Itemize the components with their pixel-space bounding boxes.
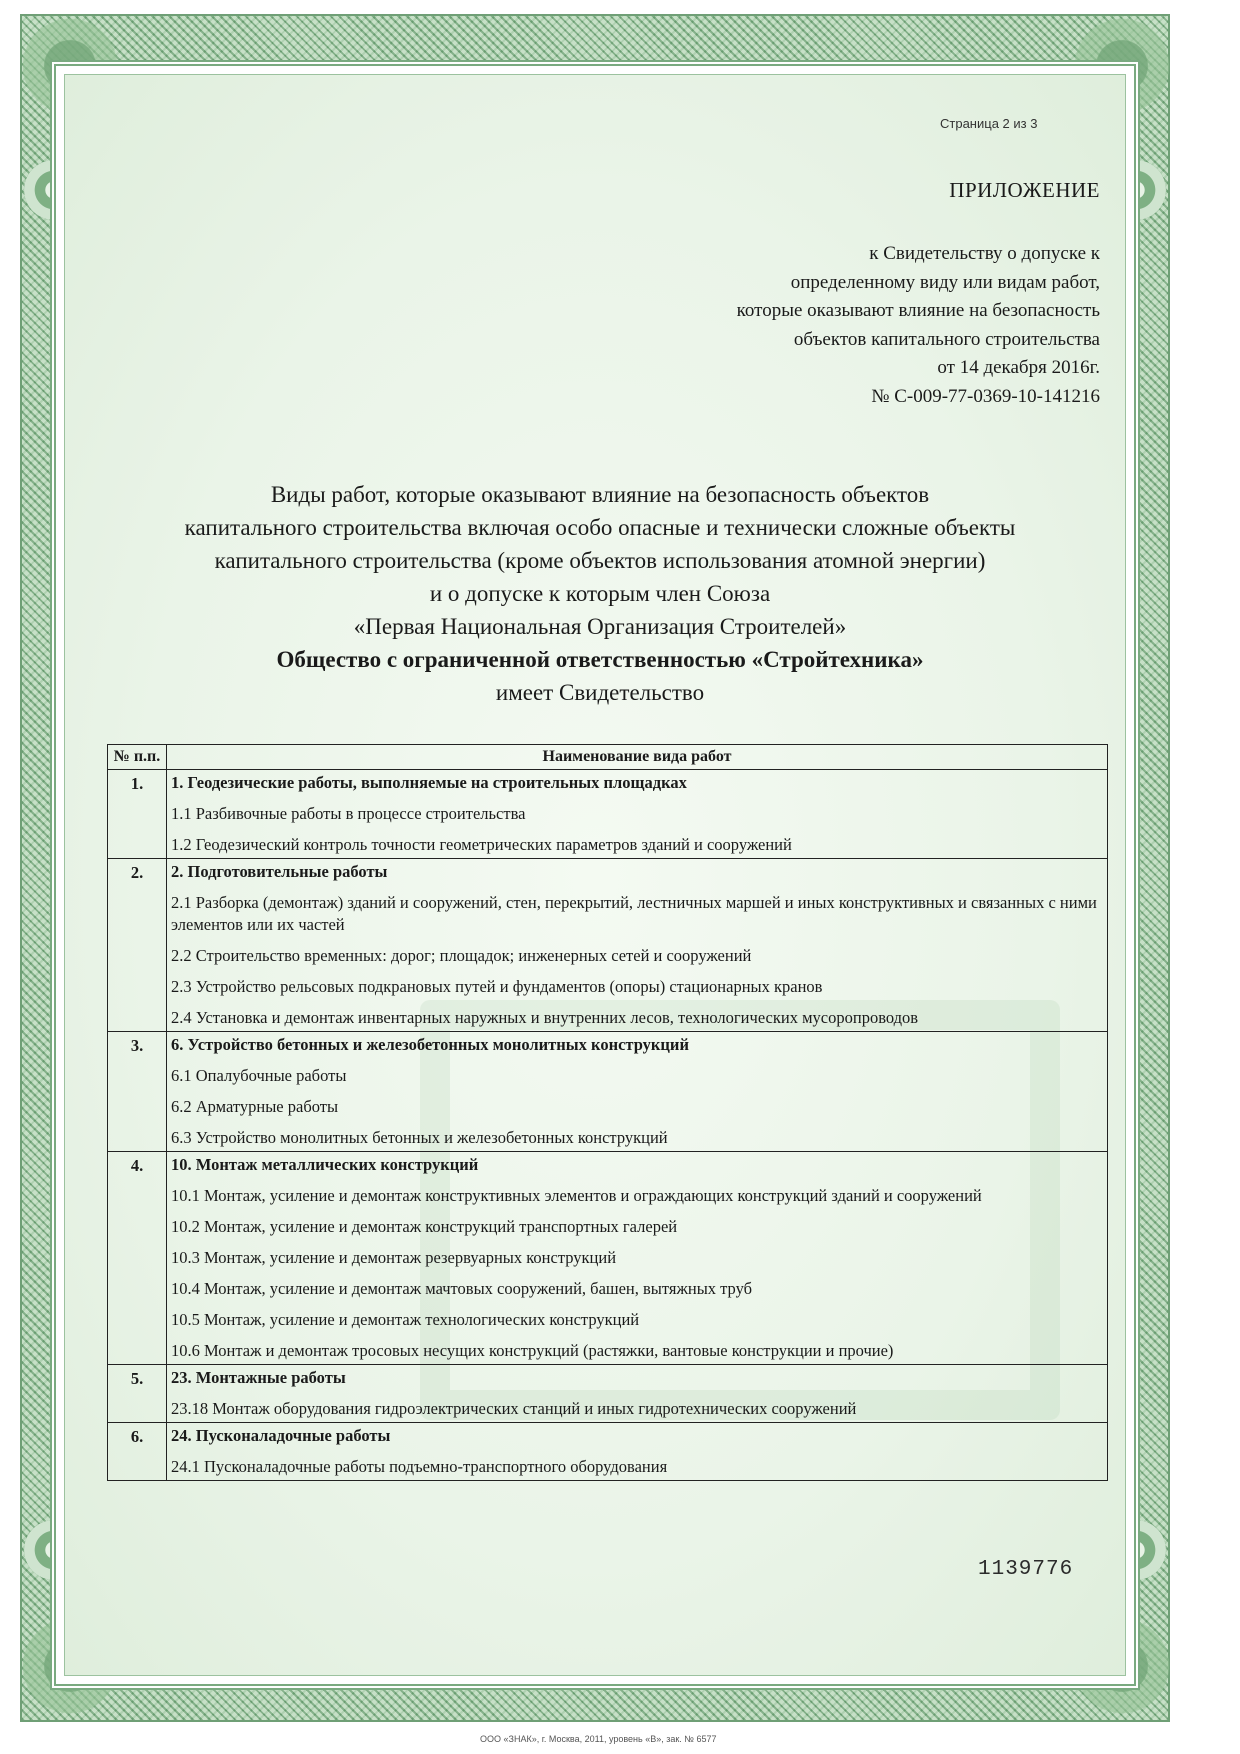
- table-header-row: [108, 745, 1108, 770]
- row-number: 4.: [108, 1152, 167, 1365]
- table-row: [108, 859, 1108, 1032]
- work-item: 24.1 Пусконаладочные работы подъемно-транспортного оборудования: [171, 1457, 668, 1476]
- work-item: 1.2 Геодезический контроль точности геометрических параметров зданий и сооружений: [171, 835, 792, 854]
- work-item: 10.1 Монтаж, усиление и демонтаж конструктивных элементов и ограждающих конструкций зданий и сооружений: [171, 1186, 982, 1205]
- row-number: 6.: [108, 1423, 167, 1481]
- work-types-table: [107, 744, 1108, 1481]
- table-row: [108, 1423, 1108, 1481]
- work-item: 2.3 Устройство рельсовых подкрановых путей и фундаментов (опоры) стационарных кранов: [171, 977, 823, 996]
- table-row: [108, 1365, 1108, 1423]
- heading-line: «Первая Национальная Организация Строителей»: [353, 614, 847, 639]
- work-group-cell: [167, 1032, 1108, 1152]
- work-group-title: 23. Монтажные работы: [171, 1368, 346, 1387]
- work-group-cell: [167, 1365, 1108, 1423]
- appendix-line: к Свидетельству о допуске к: [869, 243, 1100, 264]
- certificate-number: № С-009-77-0369-10-141216: [871, 385, 1100, 407]
- work-group-cell: [167, 859, 1108, 1032]
- work-group-cell: [167, 1152, 1108, 1365]
- work-group-title: 1. Геодезические работы, выполняемые на строительных площадках: [171, 773, 687, 792]
- work-item: 10.2 Монтаж, усиление и демонтаж конструкций транспортных галерей: [171, 1217, 678, 1236]
- table-row: [108, 770, 1108, 859]
- table-row: [108, 1152, 1108, 1365]
- work-item: 2.2 Строительство временных: дорог; площадок; инженерных сетей и сооружений: [171, 946, 752, 965]
- work-group-title: 24. Пусконаладочные работы: [171, 1426, 391, 1445]
- document-heading: [100, 478, 1100, 709]
- work-item: 2.4 Установка и демонтаж инвентарных наружных и внутренних лесов, технологических мусоропроводов: [171, 1008, 919, 1027]
- work-group-cell: [167, 770, 1108, 859]
- row-number: 2.: [108, 859, 167, 1032]
- work-item: 2.1 Разборка (демонтаж) зданий и сооружений, стен, перекрытий, лестничных маршей и иных конструктивных и связанных с ними элементов или их частей: [171, 893, 1097, 934]
- work-item: 10.4 Монтаж, усиление и демонтаж мачтовых сооружений, башен, вытяжных труб: [171, 1279, 753, 1298]
- appendix-line: которые оказывают влияние на безопасность: [736, 300, 1100, 321]
- work-item: 23.18 Монтаж оборудования гидроэлектрических станций и иных гидротехнических сооружений: [171, 1399, 857, 1418]
- appendix-date: от 14 декабря 2016г.: [937, 357, 1100, 378]
- appendix-line: объектов капитального строительства: [793, 328, 1100, 350]
- printer-imprint: ООО «ЗНАК», г. Москва, 2011, уровень «В», зак. № 6577: [480, 1734, 717, 1744]
- work-item: 10.6 Монтаж и демонтаж тросовых несущих конструкций (растяжки, вантовые конструкции и прочие): [171, 1341, 894, 1360]
- column-header-number: № п.п.: [108, 745, 167, 770]
- work-item: 10.5 Монтаж, усиление и демонтаж технологических конструкций: [171, 1310, 640, 1329]
- serial-number: 1139776: [978, 1558, 1074, 1581]
- work-item: 6.2 Арматурные работы: [171, 1097, 339, 1116]
- appendix-reference: [560, 240, 1100, 411]
- work-item: 10.3 Монтаж, усиление и демонтаж резервуарных конструкций: [171, 1248, 617, 1267]
- work-item: 1.1 Разбивочные работы в процессе строительства: [171, 804, 526, 823]
- heading-tail: имеет Свидетельство: [495, 680, 705, 705]
- work-group-title: 2. Подготовительные работы: [171, 862, 388, 881]
- appendix-title: ПРИЛОЖЕНИЕ: [949, 178, 1100, 202]
- table-row: [108, 1032, 1108, 1152]
- heading-line: капитального строительства включая особо опасные и технически сложные объекты: [184, 515, 1016, 540]
- work-item: 6.3 Устройство монолитных бетонных и железобетонных конструкций: [171, 1128, 668, 1147]
- heading-line: капитального строительства (кроме объектов использования атомной энергии): [214, 548, 986, 573]
- work-item: 6.1 Опалубочные работы: [171, 1066, 347, 1085]
- column-header-name: Наименование вида работ: [167, 745, 1108, 770]
- appendix-line: определенному виду или видам работ,: [790, 271, 1100, 293]
- work-group-cell: [167, 1423, 1108, 1481]
- row-number: 1.: [108, 770, 167, 859]
- company-name: Общество с ограниченной ответственностью «Стройтехника»: [276, 647, 924, 672]
- row-number: 3.: [108, 1032, 167, 1152]
- heading-line: Виды работ, которые оказывают влияние на безопасность объектов: [270, 482, 930, 507]
- row-number: 5.: [108, 1365, 167, 1423]
- page-number: Страница 2 из 3: [940, 116, 1038, 131]
- work-group-title: 10. Монтаж металлических конструкций: [171, 1155, 479, 1174]
- table-body: [108, 770, 1108, 1481]
- heading-line: и о допуске к которым член Союза: [429, 581, 771, 606]
- work-group-title: 6. Устройство бетонных и железобетонных монолитных конструкций: [171, 1035, 689, 1054]
